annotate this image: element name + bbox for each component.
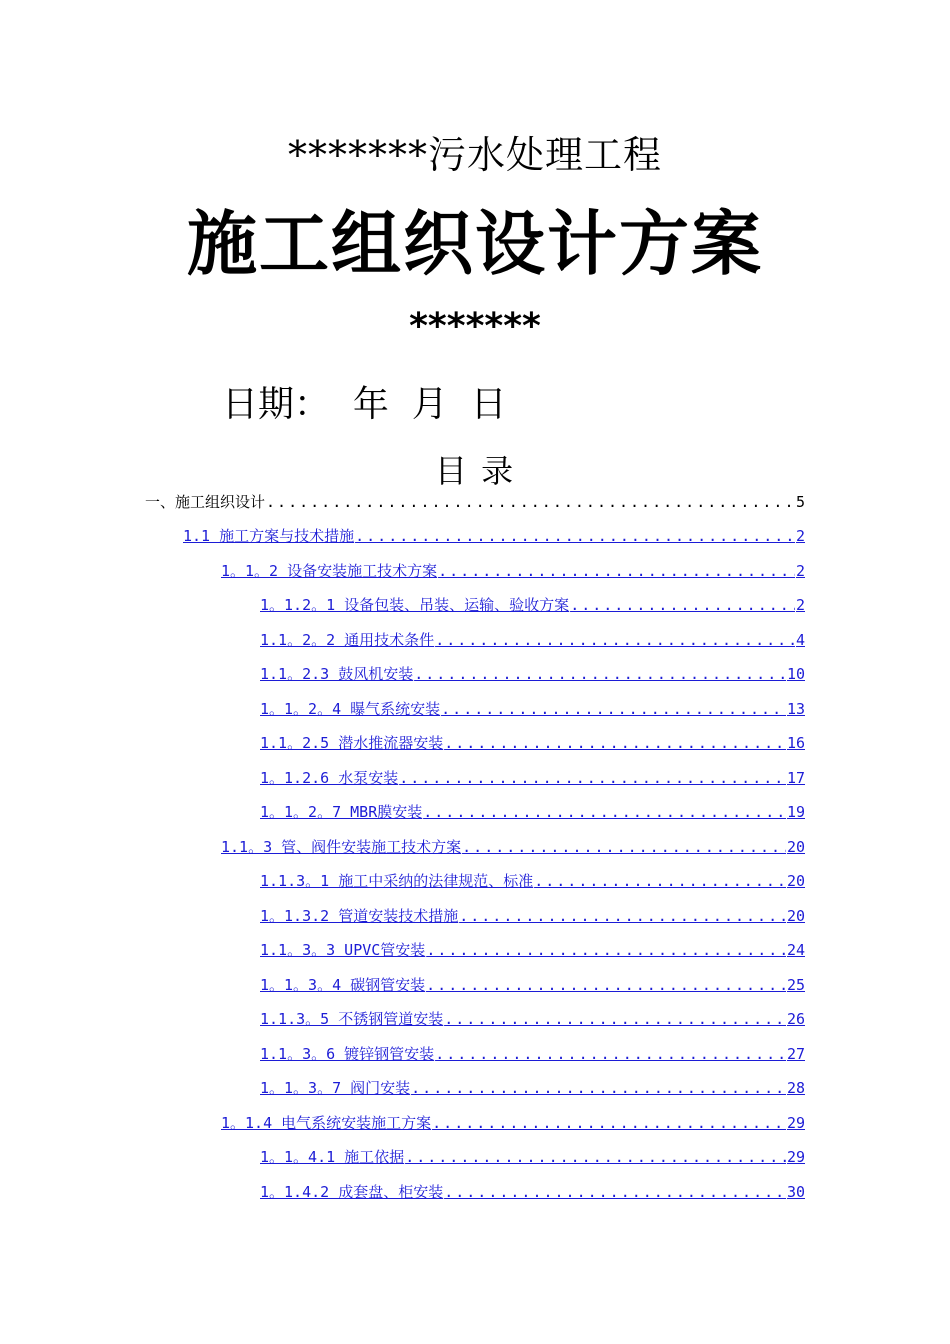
toc-entry[interactable] — [260, 695, 805, 719]
toc-entry[interactable] — [260, 936, 805, 960]
toc-page-number: 28 — [786, 1079, 805, 1097]
toc-page-number: 30 — [786, 1183, 805, 1201]
company-name: ******* — [409, 306, 541, 347]
toc-leader — [414, 664, 786, 684]
toc-page-number: 4 — [795, 631, 805, 649]
toc-entry-label: 1.1 施工方案与技术措施 — [183, 527, 355, 545]
toc-page-number: 27 — [786, 1045, 805, 1063]
toc-entry-label: 1.1。3。3 UPVC管安装 — [260, 941, 426, 959]
toc-leader — [441, 699, 786, 719]
toc-entry-label: 1.1。3 管、阀件安装施工技术方案 — [221, 838, 462, 856]
toc-entry-label: 1。1.4.2 成套盘、柜安装 — [260, 1183, 444, 1201]
toc-entry[interactable] — [260, 902, 805, 926]
toc-entry[interactable] — [260, 1143, 805, 1167]
toc-leader — [438, 561, 795, 581]
toc-leader — [426, 940, 786, 960]
toc-entry[interactable] — [221, 557, 805, 581]
toc-leader — [459, 906, 786, 926]
toc-leader — [435, 630, 795, 650]
toc-page-number: 19 — [786, 803, 805, 821]
toc-entry[interactable] — [183, 522, 805, 546]
toc-entry-label: 1.1.3。1 施工中采纳的法律规范、标准 — [260, 872, 534, 890]
toc-entry-label: 1.1。2.3 鼓风机安装 — [260, 665, 414, 683]
toc-entry[interactable] — [260, 591, 805, 615]
toc-page-number: 16 — [786, 734, 805, 752]
toc-entry[interactable] — [260, 1040, 805, 1064]
toc-entry-label: 1。1。3。4 碳钢管安装 — [260, 976, 426, 994]
project-title: *******污水处理工程 — [287, 133, 662, 177]
toc-entry-label: 一、施工组织设计 — [145, 493, 266, 511]
toc-entry-label: 1。1.3.2 管道安装技术措施 — [260, 907, 459, 925]
toc-entry-label: 1。1.2.6 水泵安装 — [260, 769, 399, 787]
toc-entry[interactable] — [260, 1074, 805, 1098]
toc-page-number: 20 — [786, 872, 805, 890]
toc-leader — [444, 1009, 786, 1029]
toc-entry[interactable] — [221, 833, 805, 857]
toc-entry-label: 1。1。3。7 阀门安装 — [260, 1079, 411, 1097]
toc-heading: 目 录 — [434, 452, 516, 490]
toc-leader — [411, 1078, 786, 1098]
toc-entry[interactable] — [260, 1005, 805, 1029]
toc-entry[interactable] — [260, 1178, 805, 1202]
toc-page-number: 20 — [786, 907, 805, 925]
toc-page-number: 2 — [795, 596, 805, 614]
toc-entry[interactable] — [260, 764, 805, 788]
toc-leader — [444, 733, 786, 753]
toc-entry[interactable] — [260, 867, 805, 891]
toc-leader — [432, 1113, 786, 1133]
toc-page-number: 10 — [786, 665, 805, 683]
toc-entry-label: 1。1。2。4 曝气系统安装 — [260, 700, 441, 718]
toc-entry-label: 1。1.2。1 设备包装、吊装、运输、验收方案 — [260, 596, 570, 614]
toc-page-number: 24 — [786, 941, 805, 959]
toc-leader — [462, 837, 786, 857]
toc-page-number: 2 — [795, 562, 805, 580]
main-title: 施工组织设计方案 — [187, 203, 763, 285]
toc-leader — [534, 871, 786, 891]
toc-leader — [444, 1182, 786, 1202]
toc-entry[interactable] — [260, 798, 805, 822]
toc-entry[interactable] — [260, 626, 805, 650]
toc-entry-label: 1。1。2 设备安装施工技术方案 — [221, 562, 438, 580]
toc-leader — [399, 768, 786, 788]
toc-page-number: 25 — [786, 976, 805, 994]
toc-entry[interactable] — [260, 660, 805, 684]
toc-page-number: 26 — [786, 1010, 805, 1028]
toc-page-number: 29 — [786, 1114, 805, 1132]
toc-entry-label: 1.1。2。2 通用技术条件 — [260, 631, 435, 649]
toc-page-number: 5 — [795, 493, 805, 511]
toc-entry-label: 1。1.4 电气系统安装施工方案 — [221, 1114, 432, 1132]
toc-page-number: 13 — [786, 700, 805, 718]
toc-page-number: 2 — [795, 527, 805, 545]
toc-leader — [266, 492, 795, 512]
toc-entry-label: 1.1.3。5 不锈钢管道安装 — [260, 1010, 444, 1028]
toc-leader — [355, 526, 795, 546]
toc-leader — [426, 975, 786, 995]
date-line: 日期： 年 月 日 — [222, 384, 507, 425]
toc-entry[interactable] — [260, 971, 805, 995]
toc-entry[interactable] — [221, 1109, 805, 1133]
toc-entry-label: 1.1。2.5 潜水推流器安装 — [260, 734, 444, 752]
toc-leader — [423, 802, 786, 822]
toc-entry-label: 1。1。4.1 施工依据 — [260, 1148, 405, 1166]
toc-entry-label: 1。1。2。7 MBR膜安装 — [260, 803, 423, 821]
toc-entry[interactable] — [260, 729, 805, 753]
toc-page-number: 20 — [786, 838, 805, 856]
toc-page-number: 17 — [786, 769, 805, 787]
toc-leader — [570, 595, 795, 615]
toc-entry-label: 1.1。3。6 镀锌钢管安装 — [260, 1045, 435, 1063]
toc-leader — [435, 1044, 786, 1064]
toc-leader — [405, 1147, 786, 1167]
toc-entry[interactable] — [145, 488, 805, 512]
toc-page-number: 29 — [786, 1148, 805, 1166]
